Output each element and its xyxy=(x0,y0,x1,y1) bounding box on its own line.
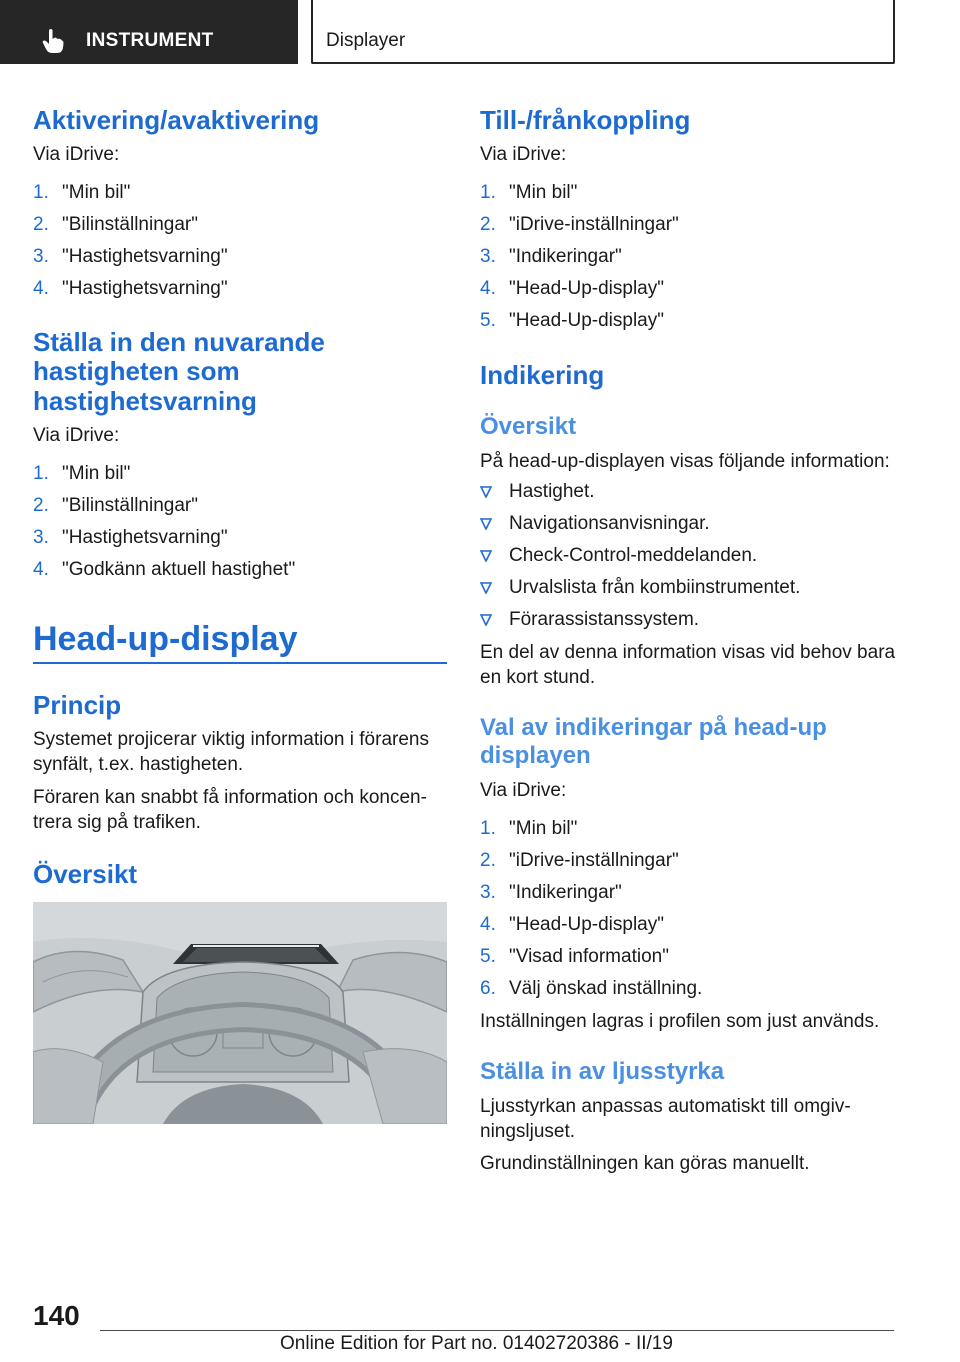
triangle-bullet-icon xyxy=(480,582,492,594)
heading-activation: Aktivering/avaktivering xyxy=(33,105,320,135)
triangle-bullet-icon xyxy=(480,614,492,626)
current-speed-intro: Via iDrive: xyxy=(33,425,120,446)
principle-p2-line1: Föraren kan snabbt få information och koncen‐ xyxy=(33,787,427,808)
heading-brightness: Ställa in av ljusstyrka xyxy=(480,1058,725,1085)
activation-intro: Via iDrive: xyxy=(33,144,120,165)
triangle-bullet-icon xyxy=(480,486,492,498)
heading-current-speed-3: hastighetsvarning xyxy=(33,386,257,416)
heading-rule xyxy=(33,662,447,664)
section-tab[interactable] xyxy=(311,0,895,64)
principle-p1-line1: Systemet projicerar viktig information i förarens xyxy=(33,729,429,750)
heading-hud: Head-up-display xyxy=(33,620,298,658)
overview-note-line2: en kort stund. xyxy=(480,667,596,688)
toggle-intro: Via iDrive: xyxy=(480,144,567,165)
heading-toggle: Till-/frånkoppling xyxy=(480,105,691,135)
edition-label: Online Edition for Part no. 01402720386 - II/19 xyxy=(280,1333,673,1354)
heading-indication: Indikering xyxy=(480,360,605,390)
selection-note: Inställningen lagras i profilen som just används. xyxy=(480,1011,880,1032)
principle-p1-line2: synfält, t.ex. hastigheten. xyxy=(33,754,244,775)
heading-principle: Princip xyxy=(33,690,122,720)
selection-intro: Via iDrive: xyxy=(480,780,567,801)
heading-overview-2: Översikt xyxy=(480,413,577,440)
principle-p2-line2: trera sig på trafiken. xyxy=(33,812,201,833)
chapter-label: INSTRUMENT xyxy=(86,30,214,51)
heading-overview: Översikt xyxy=(33,859,138,889)
heading-current-speed-2: hastigheten som xyxy=(33,356,240,386)
triangle-bullet-icon xyxy=(480,518,492,530)
overview-note-line1: En del av denna information visas vid behov bara xyxy=(480,642,896,663)
brightness-p2: Grundinställningen kan göras manuellt. xyxy=(480,1153,810,1174)
chapter-tab[interactable] xyxy=(0,0,298,64)
heading-selection-2: displayen xyxy=(480,742,591,769)
brightness-p1-line2: ningsljuset. xyxy=(480,1121,576,1142)
brightness-p1-line1: Ljusstyrkan anpassas automatiskt till omgiv‐ xyxy=(480,1096,851,1117)
heading-current-speed-1: Ställa in den nuvarande xyxy=(33,327,325,357)
hand-pointer-icon xyxy=(42,28,64,54)
page-number: 140 xyxy=(33,1300,80,1331)
section-label: Displayer xyxy=(326,30,406,51)
overview-intro: På head-up-displayen visas följande information: xyxy=(480,451,890,472)
heading-selection-1: Val av indikeringar på head-up xyxy=(480,714,827,741)
hud-illustration xyxy=(33,902,447,1124)
footer-rule xyxy=(100,1330,894,1331)
dashboard-image xyxy=(33,902,447,1124)
triangle-bullet-icon xyxy=(480,550,492,562)
